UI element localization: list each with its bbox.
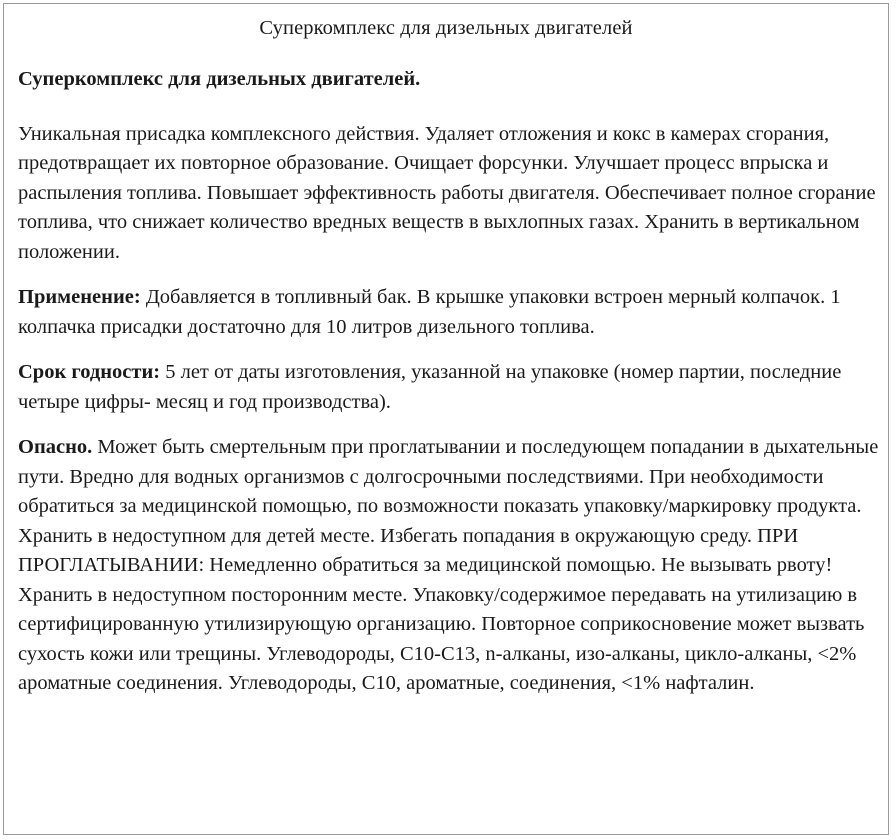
product-heading: Суперкомплекс для дизельных двигателей. <box>18 68 421 90</box>
product-description: Уникальная присадка комплексного действия. Удаляет отложения и кокс в камерах сгорания, предотвращает их повторное образование. Очищает форсунки. Улучшает процесс впрыска и распыления топлива. Повышает эффективность работы двигателя. Обеспечивает полное сгорание топлива, что снижает количество вредных веществ в выхлопных газах. Хранить в вертикальном положении. <box>18 122 876 263</box>
document-frame <box>3 3 889 835</box>
warning-paragraph <box>18 433 890 699</box>
warning-label: Опасно. <box>18 436 93 458</box>
usage-paragraph <box>18 283 890 342</box>
shelf-life-text: 5 лет от даты изготовления, указанной на упаковке (номер партии, последние четыре цифры- месяц и год производства). <box>18 361 842 413</box>
shelf-life-paragraph <box>18 358 890 417</box>
warning-text: Может быть смертельным при проглатывании и последующем попадании в дыхательные пути. Вредно для водных организмов с долгосрочными последствиями. При необходимости обратиться за медицинской помощью, по возможности показать упаковку/маркировку продукта. Хранить в недоступном для детей месте. Избегать попадания в окружающую среду. ПРИ ПРОГЛАТЫВАНИИ: Немедленно обратиться за медицинской помощью. Не вызывать рвоту! Хранить в недоступном посторонним месте. Упаковку/содержимое передавать на утилизацию в сертифицированную утилизирующую организацию. Повторное соприкосновение может вызвать сухость кожи или трещины. Углеводороды, С10-С13, n-алканы, изо-алканы, цикло-алканы, <2% ароматные соединения. Углеводороды, С10, ароматные, соединения, <1% нафталин. <box>18 436 879 694</box>
shelf-life-label: Срок годности: <box>18 361 161 383</box>
usage-label: Применение: <box>18 286 141 308</box>
document-body <box>18 65 890 715</box>
document-title: Суперкомплекс для дизельных двигателей <box>259 17 633 39</box>
usage-text: Добавляется в топливный бак. В крышке упаковки встроен мерный колпачок. 1 колпачка присадки достаточно для 10 литров дизельного топлива. <box>18 286 841 338</box>
